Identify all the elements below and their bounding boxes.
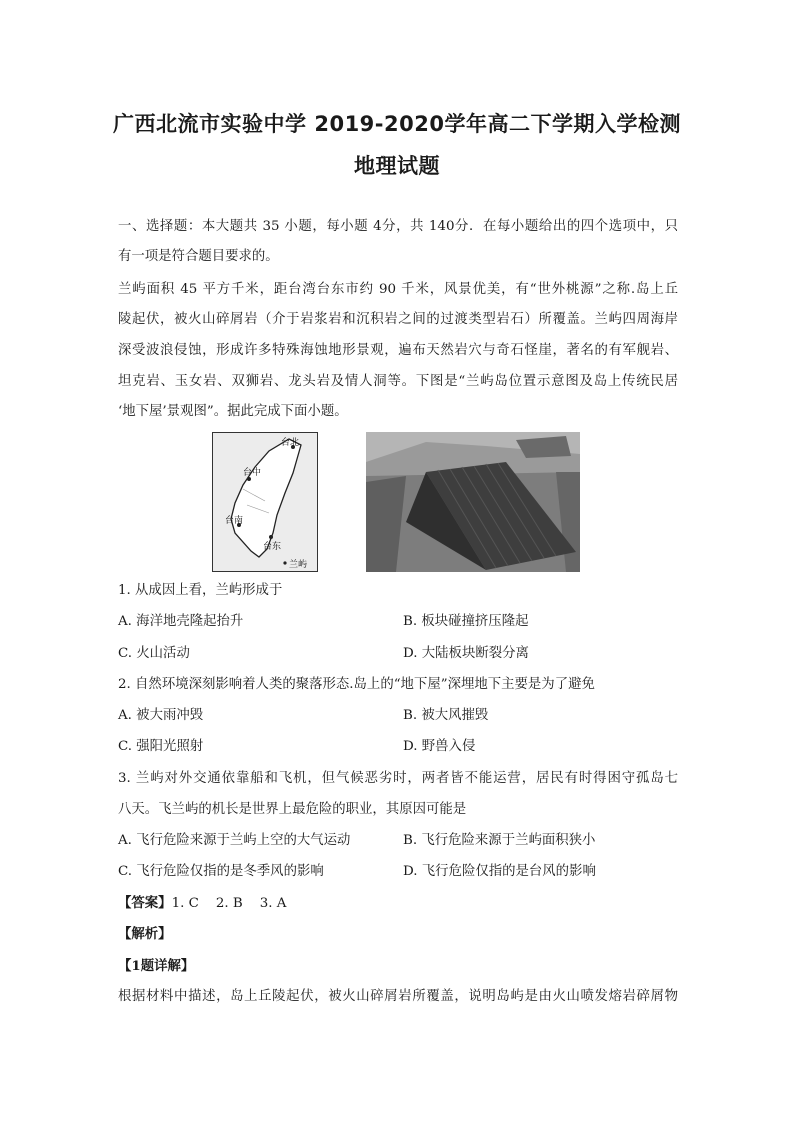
question-3-option-b: B. 飞行危险来源于兰屿面积狭小 [403, 833, 596, 848]
question-3-option-c: C. 飞行危险仅指的是冬季风的影响 [118, 864, 324, 879]
page-subtitle: 地理试题 [354, 154, 440, 178]
passage-line: 陵起伏，被火山碎屑岩（介于岩浆岩和沉积岩之间的过渡类型岩石）所覆盖。兰屿四周海岸 [118, 312, 678, 327]
map-label-taipei: 台北 [281, 438, 300, 448]
question-3-stem: 3. 兰屿对外交通依靠船和飞机，但气候恶劣时，两者皆不能运营，居民有时得困守孤岛七 [118, 771, 678, 786]
section-intro-line: 一、选择题：本大题共 35 小题，每小题 4分，共 140分．在每小题给出的四个选项中，只 [118, 219, 678, 234]
question-1-stem: 1. 从成因上看，兰屿形成于 [118, 583, 283, 598]
analysis-sub-label: 【1题详解】 [118, 958, 195, 974]
answer-text: 1. C 2. B 3. A [171, 896, 287, 911]
page-title: 广西北流市实验中学 2019-2020学年高二下学期入学检测 [113, 112, 681, 136]
map-label-taitung: 台东 [263, 542, 282, 552]
lanyu-location-map [212, 432, 318, 572]
question-2-option-b: B. 被大风摧毁 [403, 708, 489, 723]
question-3-stem: 八天。飞兰屿的机长是世界上最危险的职业，其原因可能是 [118, 802, 467, 817]
passage-line: 坦克岩、玉女岩、双狮岩、龙头岩及情人洞等。下图是“兰屿岛位置示意图及岛上传统民居 [118, 374, 678, 389]
passage-line: 兰屿面积 45 平方千米，距台湾台东市约 90 千米，风景优美，有“世外桃源”之称.岛上丘 [118, 282, 678, 297]
question-3-option-a: A. 飞行危险来源于兰屿上空的大气运动 [118, 833, 351, 848]
question-2-option-a: A. 被大雨冲毁 [118, 708, 204, 723]
map-label-lanyu: 兰屿 [289, 560, 308, 570]
analysis-text: 根据材料中描述，岛上丘陵起伏，被火山碎屑岩所覆盖，说明岛屿是由火山喷发熔岩碎屑物 [118, 989, 678, 1004]
question-1-option-d: D. 大陆板块断裂分离 [403, 646, 529, 661]
answer-label: 【答案】 [118, 895, 172, 911]
question-1-option-b: B. 板块碰撞挤压隆起 [403, 614, 529, 629]
underground-house-photo [366, 432, 580, 572]
question-2-option-d: D. 野兽入侵 [403, 739, 476, 754]
figure-group [212, 432, 582, 574]
passage-line: 深受波浪侵蚀，形成许多特殊海蚀地形景观，遍布天然岩穴与奇石怪崖，著名的有军舰岩、 [118, 343, 678, 358]
question-2-stem: 2. 自然环境深刻影响着人类的聚落形态.岛上的“地下屋”深埋地下主要是为了避免 [118, 677, 595, 692]
photo-svg [366, 432, 580, 572]
answer-row [118, 894, 286, 913]
analysis-label: 【解析】 [118, 926, 172, 942]
question-1-option-a: A. 海洋地壳隆起抬升 [118, 614, 244, 629]
question-2-option-c: C. 强阳光照射 [118, 739, 204, 754]
question-1-option-c: C. 火山活动 [118, 646, 190, 661]
map-label-taichung: 台中 [243, 468, 262, 478]
question-3-option-d: D. 飞行危险仅指的是台风的影响 [403, 864, 596, 879]
section-intro-line: 有一项是符合题目要求的。 [118, 249, 279, 264]
passage-line: ‘地下屋’景观图”。据此完成下面小题。 [118, 404, 348, 419]
map-label-tainan: 台南 [225, 516, 244, 526]
